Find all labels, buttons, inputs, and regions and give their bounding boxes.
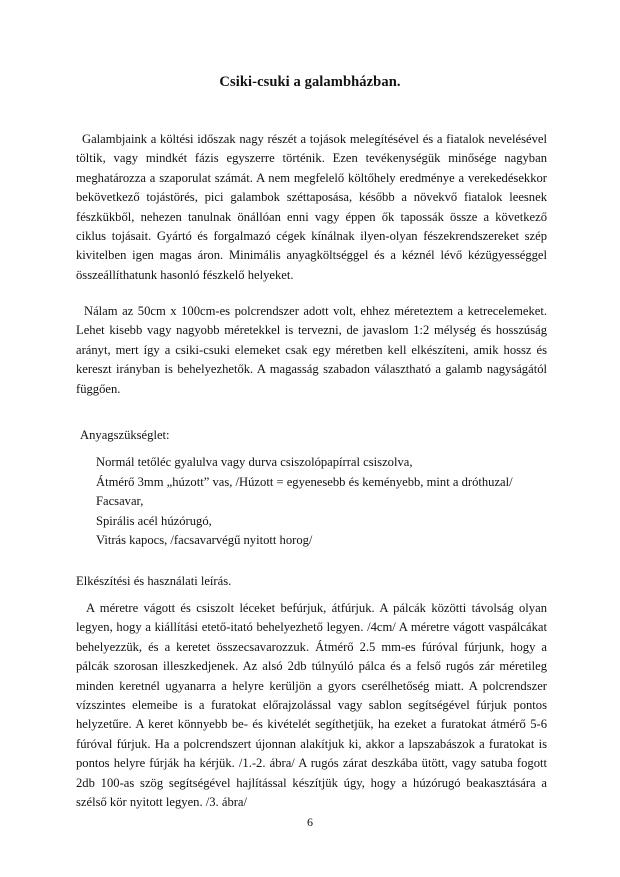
page-number: 6: [307, 815, 313, 829]
materials-list-item: Vitrás kapocs, /facsavarvégű nyitott horog/: [96, 533, 313, 547]
materials-list-item: Átmérő 3mm „húzott” vas, /Húzott = egyenesebb és keményebb, mint a dróthuzal/: [96, 474, 513, 489]
materials-heading: Anyagszükséglet:: [80, 428, 170, 442]
materials-list-item: Spirális acél húzórugó,: [96, 513, 212, 528]
materials-list-item: Normál tetőléc gyalulva vagy durva csiszolópapírral csiszolva,: [96, 455, 413, 469]
dimensions-paragraph: Nálam az 50cm x 100cm-es polcrendszer adott volt, ehhez méreteztem a ketrecelemeket. Lehet kisebb vagy nagyobb méretekkel is tervezni, de javaslom 1:2 mélység és hosszúság arányt, mert így a csiki-csuki elemeket csak egy méretben kell elkészíteni, amik hossz és kereszt irányban is behelyezhetők. A magasság szabadon választható a galamb nagyságától függően.: [76, 304, 547, 396]
materials-list: [96, 453, 556, 551]
intro-paragraph: Galambjaink a költési időszak nagy részét a tojások melegítésével és a fiatalok nevelésével töltik, vagy mindkét fázis egyszerre történik. Ezen tevékenységük minősége nagyban meghatározza a szaporulat számát. A nem megfelelő költőhely eredménye a verekedésekkor bekövetkező tojástörés, pici galambok széttaposása, később a növekvő fiatalok leesnek fészkükből, nehezen tanulnak önállóan enni vagy éppen ők tapossák össze a következő ciklus tojásait. Gyártó és forgalmazó cégek kínálnak ilyen-olyan fészekrendszereket szép kivitelben igen magas áron. Minimális anyagköltséggel és a kéznél lévő kézügyességgel összeállíthatunk hasonló fészkelő helyeket.: [76, 132, 547, 282]
construction-paragraph: A méretre vágott és csiszolt léceket befúrjuk, átfúrjuk. A pálcák közötti távolság olyan legyen, hogy a kiállítási etető-itató behelyezhető legyen. /4cm/ A méretre vágott vaspálcákat behelyezzük, és a keretet összecsavarozzuk. Átmérő 2.5 mm-es fúróval fúrjunk, hogy a pálcák szorosan illeszkedjenek. Az alsó 2db túlnyúló pálca és a felső rugós zár méretileg minden keretnél ugyanarra a helyre kerüljön a gyors cserélhetőség miatt. A polcrendszer vízszintes elemeibe is a furatokat előrajzolással vagy sablon segítségével fúrjuk pontos helyzetűre. A keret könnyebb be- és kivételét segíthetjük, ha ezeket a furatokat átmérő 5-6 fúróval fúrjuk. Ha a polcrendszert újonnan alakítjuk ki, akkor a lapszabászok a furatokat is pontos helyre fúrják ha kérjük. /1.-2. ábra/ A rugós zárat deszkába ütött, vagy satuba fogott 2db 100-as szög segítségével hajlítással készítjük úgy, hogy a húzórugó beakasztására a szélső kör nyitott legyen. /3. ábra/: [76, 601, 547, 810]
document-title: Csiki-csuki a galambházban.: [219, 74, 401, 90]
instructions-heading: Elkészítési és használati leírás.: [76, 574, 232, 588]
materials-list-item: Facsavar,: [96, 494, 144, 508]
